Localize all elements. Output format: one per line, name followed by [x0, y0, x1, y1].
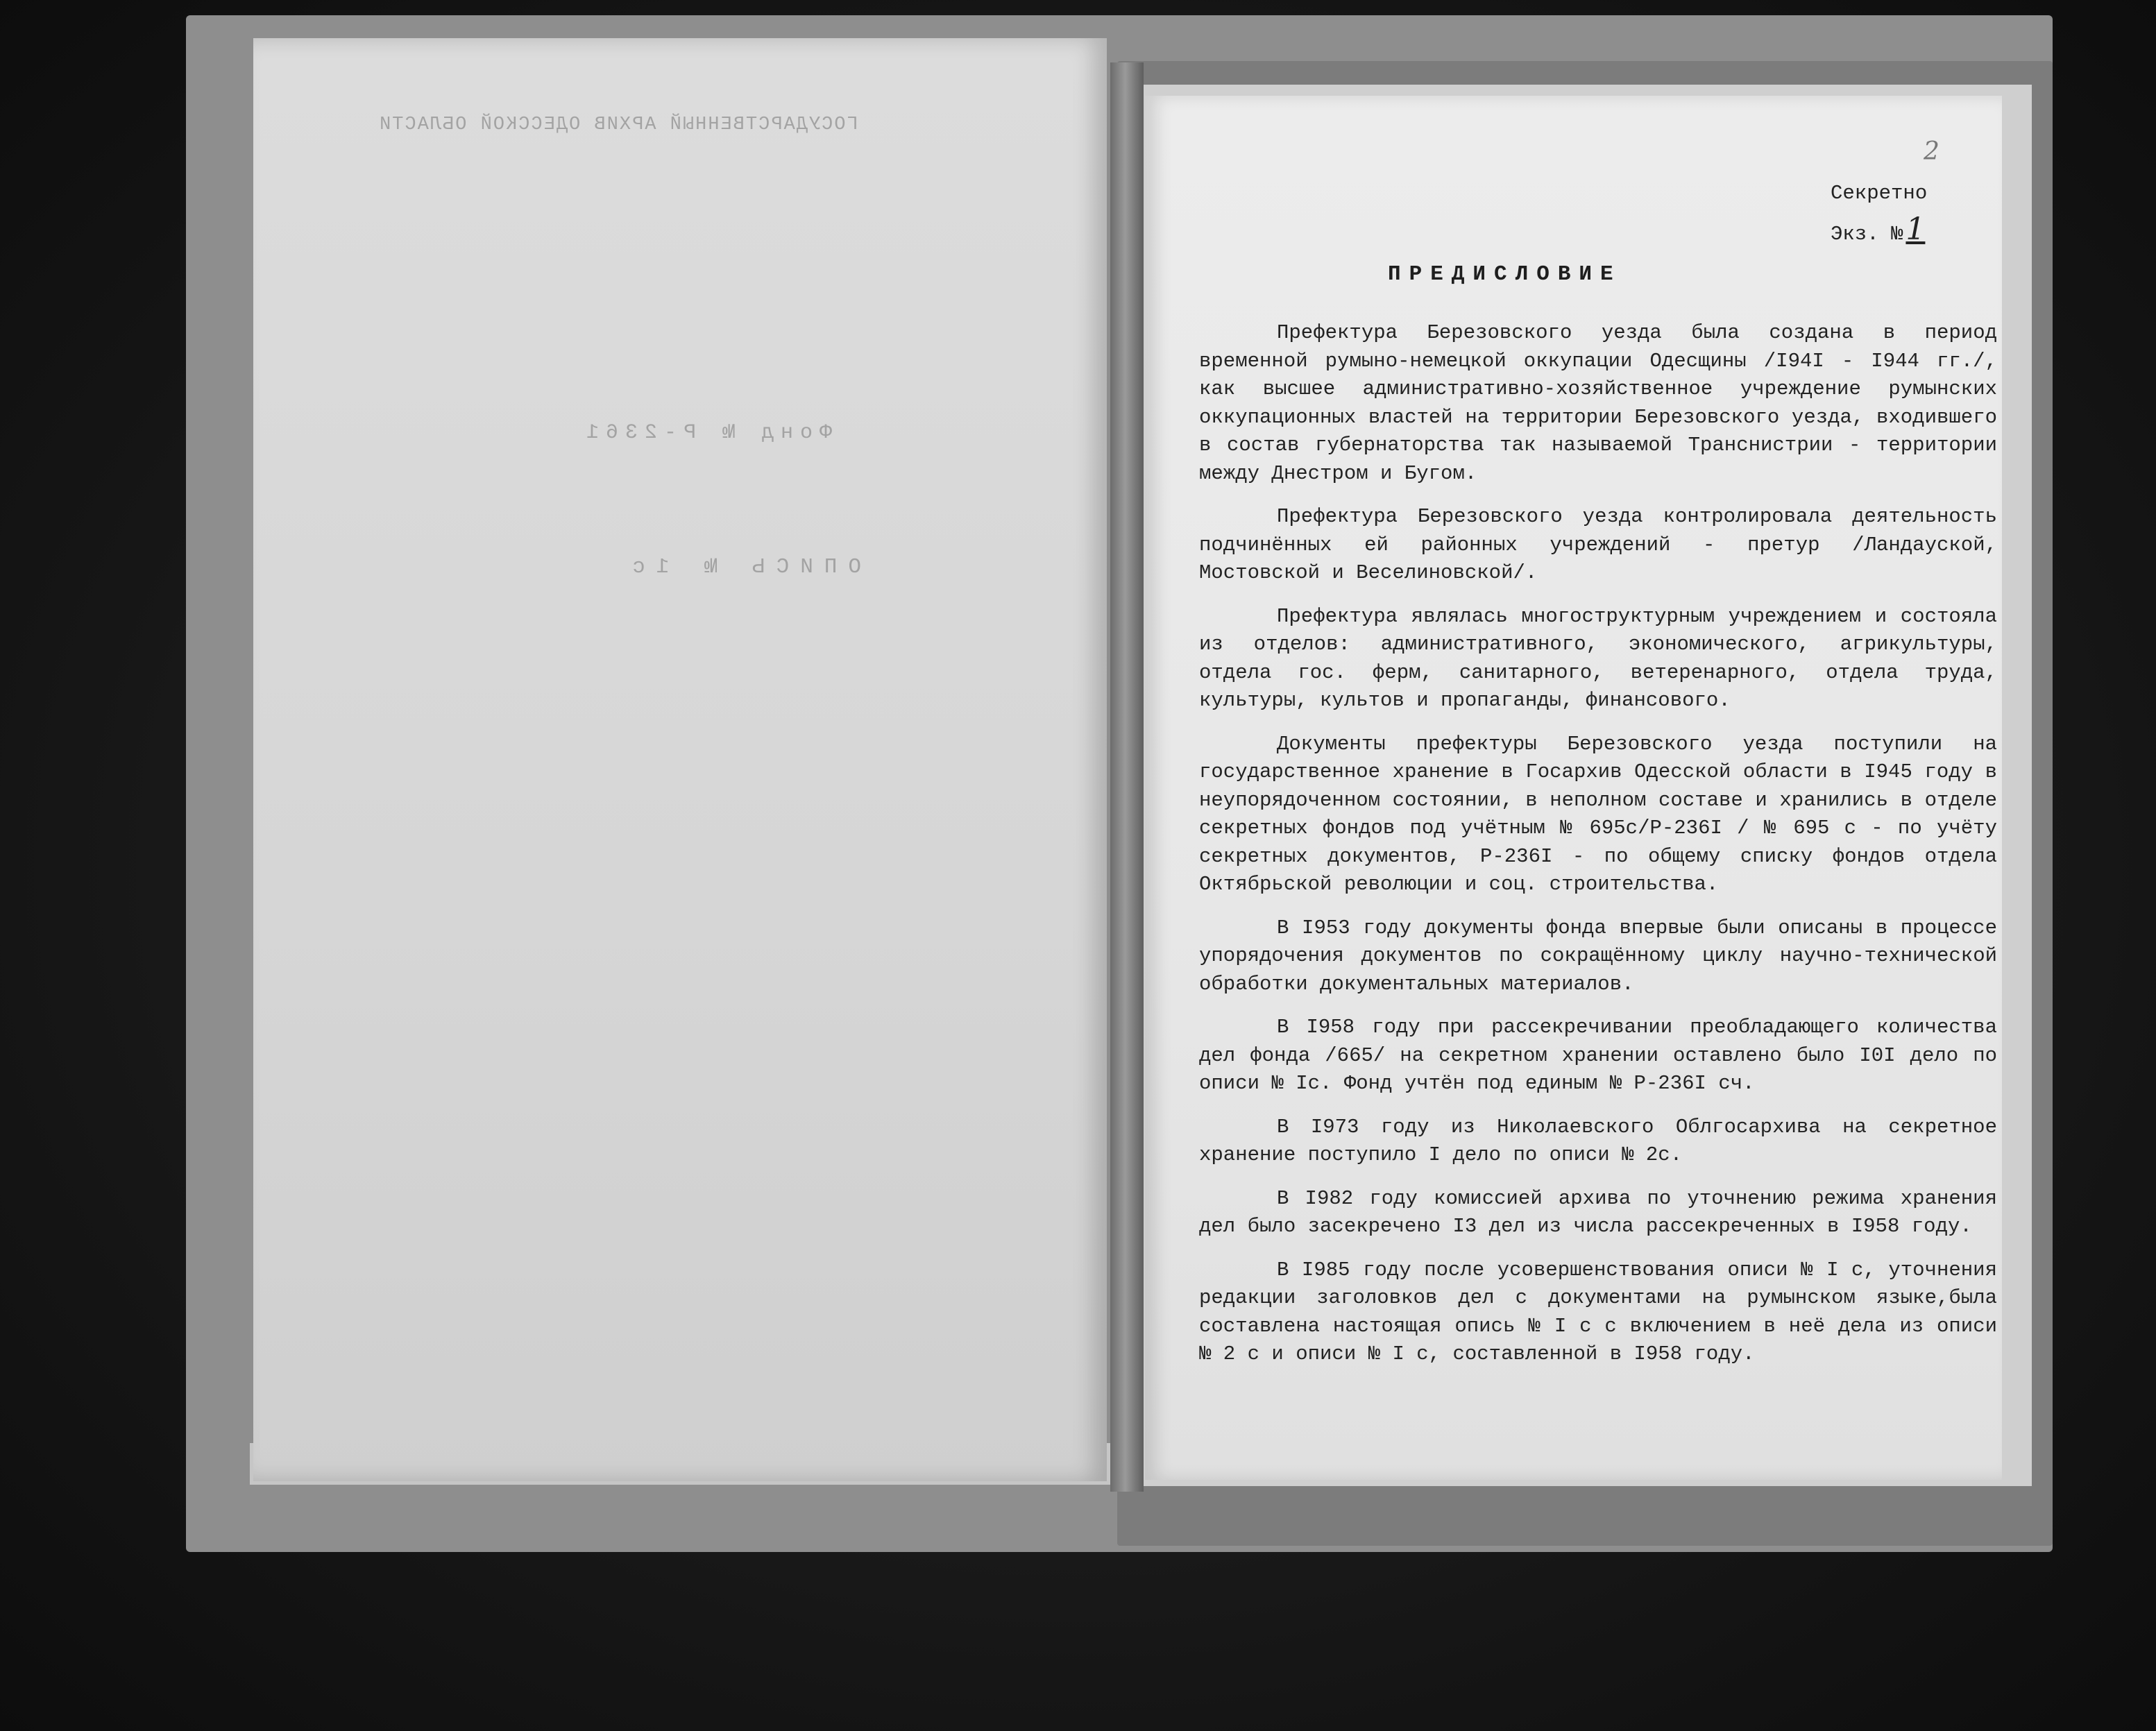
copy-number-handwritten: 1: [1905, 212, 1926, 247]
paragraph: В I985 году после усовершенствования описи № I с, уточнения редакции заголовков дел с документами на румынском языке,была составлена настоящая опись № I с с включением в неё дела из описи № 2 с и описи № I с, составленной в I958 году.: [1199, 1258, 1997, 1365]
book-spine: [1110, 62, 1144, 1492]
copy-number-label: Экз. №: [1831, 223, 1903, 246]
bleed-through-archive-title: ГОСУДАРСТВЕННЫЙ АРХИВ ОДЕССКОЙ ОБЛАСТИ: [378, 114, 858, 135]
paragraph: Префектура Березовского уезда контролировала деятельность подчинённых ей районных учреждений - претур /Ландауской, Мостовской и Веселиновской/.: [1199, 505, 1997, 584]
left-page: [253, 38, 1107, 1481]
bleed-through-fond-number: Фонд № Р-2361: [579, 421, 833, 445]
paragraph: Документы префектуры Березовского уезда поступили на государственное хранение в Госархив Одесской области в I945 году в неупорядоченном состоянии, в неполном составе и хранились в отделе секретных фондов под учётным № 695с/Р-236I / № 695 с - по учёту секретных документов, Р-236I - по общему списку фондов отдела Октябрьской революции и соц. строительства.: [1199, 732, 1997, 896]
copy-number-stamp: [1831, 212, 1925, 247]
preface-body: [1199, 319, 1997, 1384]
document-heading: ПРЕДИСЛОВИЕ: [1388, 262, 1622, 287]
paragraph: В I982 году комиссией архива по уточнению режима хранения дел было засекречено I3 дел из числа рассекреченных в I958 году.: [1199, 1186, 1997, 1238]
secret-stamp: Секретно: [1831, 182, 1928, 205]
sheet-number: 2: [1924, 137, 1939, 166]
paragraph: Префектура являлась многоструктурным учреждением и состояла из отделов: административного, экономического, агрикультуры, отдела гос. ферм, санитарного, ветеренарного, отдела труда, культуры, культов и пропаганды, финансового.: [1199, 604, 1997, 712]
bleed-through-inventory-number: ОПИСЬ № 1с: [621, 555, 862, 579]
paragraph: В I973 году из Николаевского Облгосархива на секретное хранение поступило I дело по описи № 2с.: [1199, 1115, 1997, 1166]
paragraph: В I958 году при рассекречивании преобладающего количества дел фонда /665/ на секретном хранении оставлено было I0I дело по описи № Iс. Фонд учтён под единым № Р-236I сч.: [1199, 1016, 1997, 1095]
paragraph: Префектура Березовского уезда была создана в период временной румыно-немецкой оккупации Одесщины /I94I - I944 гг./, как высшее административно-хозяйственное учреждение румынских оккупационных властей на территории Березовского уезда, входившего в состав губернаторства так называемой Транснистрии - территории между Днестром и Бугом.: [1199, 321, 1997, 485]
paragraph: В I953 году документы фонда впервые были описаны в процессе упорядочения документов по сокращённому циклу научно-технической обработки документальных материалов.: [1199, 916, 1997, 996]
